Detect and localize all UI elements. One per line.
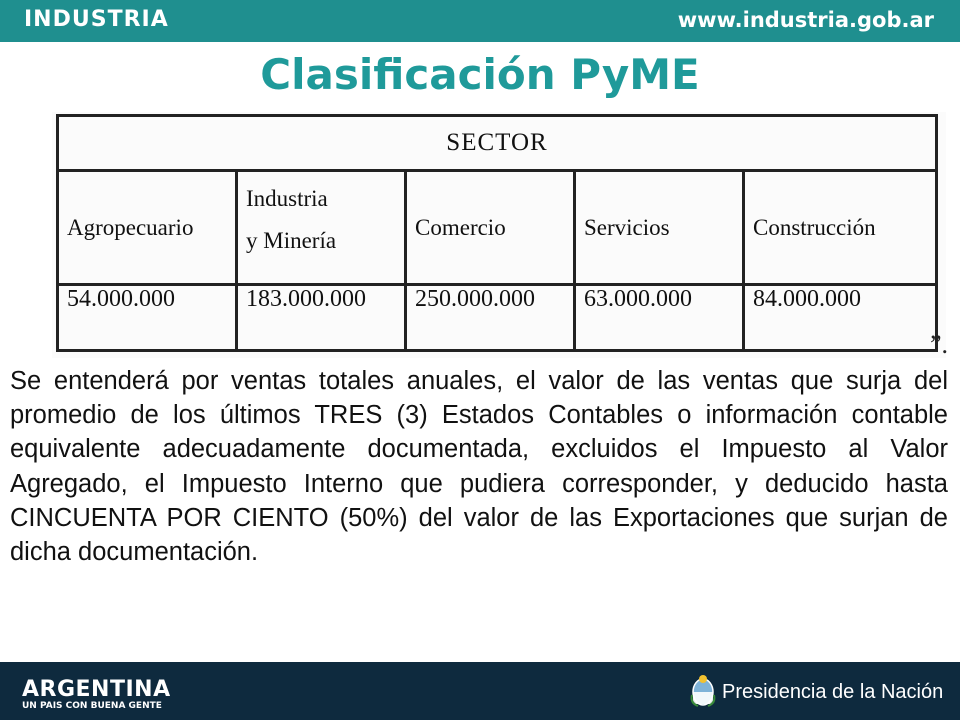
argentina-logo-tagline: UN PAIS CON BUENA GENTE <box>22 701 162 711</box>
value-industria-mineria: 183.000.000 <box>237 285 406 351</box>
brand-name: INDUSTRIA <box>24 7 169 32</box>
argentina-coat-of-arms-icon <box>690 673 716 707</box>
column-header-agropecuario: Agropecuario <box>58 171 237 285</box>
scanned-table-image <box>52 112 949 359</box>
column-header-industria-mineria: Industria y Minería <box>237 171 406 285</box>
closing-quote-mark: ”. <box>930 330 949 359</box>
page-title: Clasificación PyME <box>260 50 700 99</box>
value-agropecuario: 54.000.000 <box>58 285 237 351</box>
sector-header: SECTOR <box>58 116 937 171</box>
site-url[interactable]: www.industria.gob.ar <box>677 8 934 32</box>
presidency-label: Presidencia de la Nación <box>722 681 944 703</box>
argentina-logo: ARGENTINA <box>22 677 171 702</box>
sector-table <box>56 114 938 352</box>
value-comercio: 250.000.000 <box>406 285 575 351</box>
value-construccion: 84.000.000 <box>744 285 937 351</box>
column-header-comercio: Comercio <box>406 171 575 285</box>
header-bar <box>0 0 960 42</box>
column-header-servicios: Servicios <box>575 171 744 285</box>
value-servicios: 63.000.000 <box>575 285 744 351</box>
body-paragraph: Se entenderá por ventas totales anuales, el valor de las ventas que surja del promedio de los últimos TRES (3) Estados Contables o información contable equivalente adecuadamente documentada, excluidos el Impuesto al Valor Agregado, el Impuesto Interno que pudiera corresponder, y deducido hasta CINCUENTA POR CIENTO (50%) del valor de las Exportaciones que surjan de dicha documentación. <box>10 367 948 567</box>
column-header-construccion: Construcción <box>744 171 937 285</box>
